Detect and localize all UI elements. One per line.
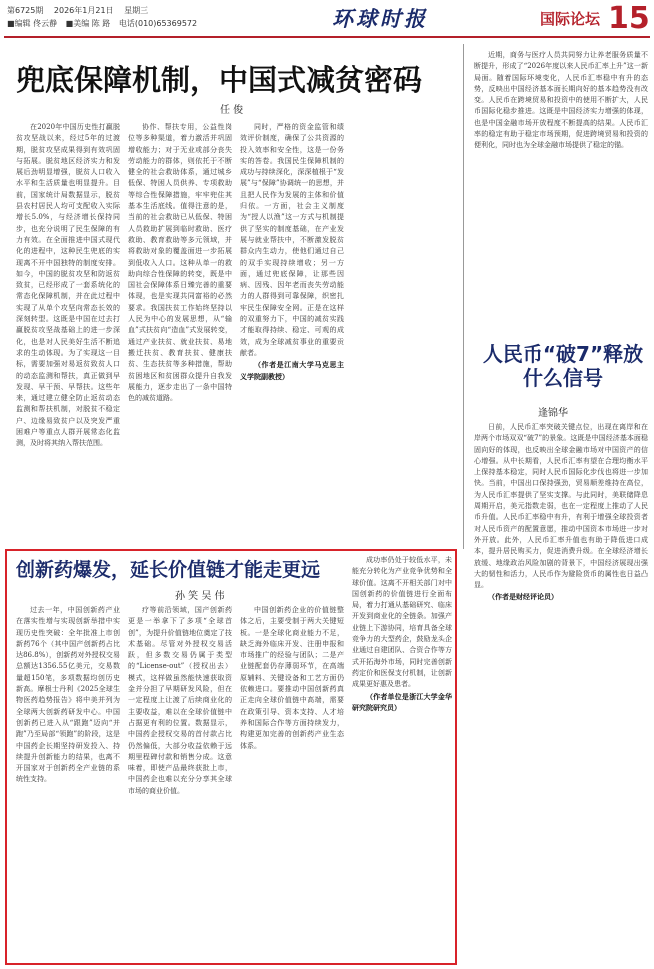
article3-headline: 创新药爆发，延长价值链才能走更远 [16,559,321,581]
designer: ■美编 陈 路 [65,19,111,28]
article3-column-2 [128,605,232,960]
article1-headline: 兜底保障机制，中国式减贫密码 [16,63,423,97]
issue-number: 第6725期 [7,6,44,15]
article3-text-2: 疗等前沿领域，国产创新药更是一举拿下了多项“全球首创”，为提升价值链地位奠定了技术基础。尽管对外授权交易活跃，但多数交易仍属于类型的“License-out”（授权出去）模式，这样做虽然能快速获取资金并分担了早期研发风险，但在一定程度上让渡了后续商业化的主要收益，难以在全球价值链中占据更有利的位置。数据显示，中国药企授权交易的首付款占比仍然偏低，大部分收益依赖于远期里程碑付款和销售分成。这意味着，即使产品最终获批上市，中国药企也难以充分分享其全球市场的商业价值。 [128,606,232,795]
article3-column-4 [352,555,452,960]
article3-column-1 [16,605,120,960]
issue-date: 2026年1月21日 [53,6,114,15]
column-divider [463,44,464,549]
article1-column-3 [240,122,344,544]
article3-author: 孙 笑 吴 伟 [175,591,225,602]
article1-author: 任 俊 [220,105,244,116]
masthead-rule [4,36,650,38]
article2-text: 日前，人民币汇率突破关键点位，出现在离岸和在岸两个市场双双“破7”的景象。这既是中国经济基本面稳固向好的体现，也反映出全球金融市场对中国资产的信心增强。从中长期看，人民币汇率有望在合理均衡水平上保持基本稳定，同时人民币国际化步伐也将进一步加快。当前，中国出口保持强劲，贸易顺差维持在高位，为人民币汇率提供了坚实支撑。与此同时，美联储降息周期开启，美元指数走弱，也在一定程度上推动了人民币升值。人民币汇率稳中有升，有利于增强全球投资者对人民币资产的配置意愿，推动中国资本市场进一步对外开放。此外，人民币汇率升值也有助于降低进口成本，提升居民购买力，促进消费升级。在全球经济增长放缓、地缘政治风险加剧的背景下，中国经济展现出强大的韧性和活力，人民币作为避险货币的属性也日益凸显。 [474,423,648,590]
article2-author: 逢锦华 [538,408,568,419]
issue-weekday: 星期三 [124,6,149,15]
article1-column-4 [474,50,648,332]
article1-text-4: 近期，商务与医疗人员共同努力让养老服务质量不断提升，形成了“2026年度以来人民币汇率上升”这一新局面。随着国际环境变化，人民币汇率稳中有升的态势，反映出中国经济基本面长期向好的基本趋势没有改变。人民币在跨境贸易和投资中的使用不断扩大，人民币国际化稳步推进。这既是中国经济实力增强的体现，也是中国金融市场开放程度不断提高的结果。人民币汇率的稳定有助于稳定市场预期，促进跨境贸易和投资的便利化，同时也为全球金融市场提供了稳定的锚。 [474,51,648,150]
masthead [0,0,654,40]
article3-column-3 [240,605,344,960]
article1-text-1: 在2020年中国历史性打赢脱贫攻坚战以来，经过5年的过渡期，脱贫攻坚成果得到有效巩固与拓展。脱贫地区经济实力和发展后劲明显增强，脱贫人口收入水平和生活质量也明显提升。目前，国家统计局数据显示，脱贫县农村居民人均可支配收入实际增长5.0%，与经济增长保持同步，也充分说明了民生保障的有力有效。在全面推进中国式现代化的进程中，这种民生兜底的实现离不开中国独特的制度安排。如今，中国的脱贫攻坚和防返贫致贫，已经形成了一套系统化的常态化保障机制，并在此过程中实现了从单个攻坚向常态长效的深刻转型。这既是中国在过去打赢脱贫攻坚战基础上的进一步深化，也是对人民美好生活不断追求的生动体现。为了实现这一目标，需要加强对易返贫致贫人口的动态监测和帮扶，真正做到早发现、早干预、早帮扶。这些年来，通过建立健全防止返贫动态监测和帮扶机制，对脱贫不稳定户、边缘易致贫户以及突发严重困难户等重点人群开展常态化监测，及时将其纳入帮扶范围。 [16,123,120,448]
article2-byline: （作者是财经评论员） [488,592,558,602]
article1-column-1 [16,122,120,544]
issue-info [7,5,156,16]
article1-column-2 [128,122,232,544]
article1-byline: （作者是江南大学马克思主义学院副教授） [240,360,344,381]
phone: 电话(010)65369572 [118,19,198,28]
paper-logo: 环球时报 [332,6,428,31]
editor: ■编辑 佟云静 [7,19,58,28]
page-number: 15 [608,1,650,36]
staff-info [7,18,203,29]
article1-text-3: 同时，严格的资金监管和绩效评价制度，确保了公共资源的投入效率和安全性，这是一份务实的答卷。我国民生保障机制的成功与持续深化，深深植根于“发展”与“保障”协调统一的思想，并且把人民作为发展的主体和价值归依。一方面，社会主义制度为“授人以渔”这一方式与机制提供了坚实的制度基础，在产业发展与就业帮扶中，不断激发脱贫群众内生动力，使他们通过自己的双手实现持续增收；另一方面，通过兜底保障，让那些因病、因残、因年老而丧失劳动能力的人群得到可靠保障，织密扎牢民生保障安全网。正是在这样的双重努力下，中国的减贫实践才能取得持续、稳定、可观的成效，成为全球减贫事业的重要贡献者。 [240,123,344,357]
article1-text-2: 协作、帮扶专用，公益性岗位等多种渠道，着力激活并巩固增收能力；对于无业或部分丧失劳动能力的群体，则依托于不断健全的社会救助体系，通过城乡低保、特困人员供养、专项救助等综合性保障措施，牢牢兜住其基本生活底线。值得注意的是，当前的社会救助已从低保、特困人员救助扩展到临时救助、医疗救助、教育救助等多元领域，并将救助对象的覆盖面进一步拓展到低收入人口。这种从单一的救助向综合性保障的转变，既是中国社会保障体系日臻完善的重要体现，也是实现共同富裕的必然要求。我国扶贫工作始终坚持以人民为中心的发展思想，从“输血”式扶贫向“造血”式发展转变，通过产业扶贫、就业扶贫、易地搬迁扶贫、教育扶贫、健康扶贫、生态扶贫等多种措施，帮助贫困地区和贫困群众提升自我发展能力，逐步走出了一条中国特色的减贫道路。 [128,123,232,403]
article2-column [474,422,648,962]
article3-text-1: 过去一年，中国创新药产业在落实性增与实现创新举措中实现历史性突破：全年批准上市创新药76个（其中国产创新药占比达86.8%），创新药对外授权交易总额达1356.55亿美元，交易数量超150笔，多项数据均创历史新高。摩根士丹利《2025全球生物医药趋势报告》将中美并列为全球两大创新药研发中心。中国创新药已进入从“跟跑”迈向“并跑”乃至局部“领跑”的阶段，这是中国药企长期坚持研发投入、持续提升创新能力的结果，也离不开国家对于创新药全产业链的系统性支持。 [16,606,120,784]
article3-text-4: 成功率仍处于较低水平，未能充分转化为产业竞争优势和全球价值。这离不开相关部门对中国创新药的价值链进行全面布局，着力打通从基础研究、临床开发到商业化的全链条。加强产业链上下游协同，培育具备全球竞争力的大型药企，鼓励龙头企业通过自建团队、合资合作等方式开拓海外市场，同时完善创新药定价和医保支付机制，让创新成果更好惠及患者。 [352,556,452,689]
section-name: 国际论坛 [540,10,601,28]
article2-headline: 人民币“破7”释放什么信号 [482,342,644,390]
article3-text-3: 中国创新药企业的价值链整体之后，主要受制于两大关键短板。一是全球化商业能力不足，缺乏海外临床开发、注册申报和市场推广的经验与团队；二是产业链配套仍存薄弱环节，在高端原辅料、关键设备和工艺方面仍依赖进口。要推动中国创新药真正走向全球价值链中高端，需要在政策引导、资本支持、人才培养和国际合作等方面持续发力，构建更加完善的创新药产业生态体系。 [240,606,344,750]
article3-byline: （作者单位是浙江大学金华研究院研究员） [352,691,452,712]
